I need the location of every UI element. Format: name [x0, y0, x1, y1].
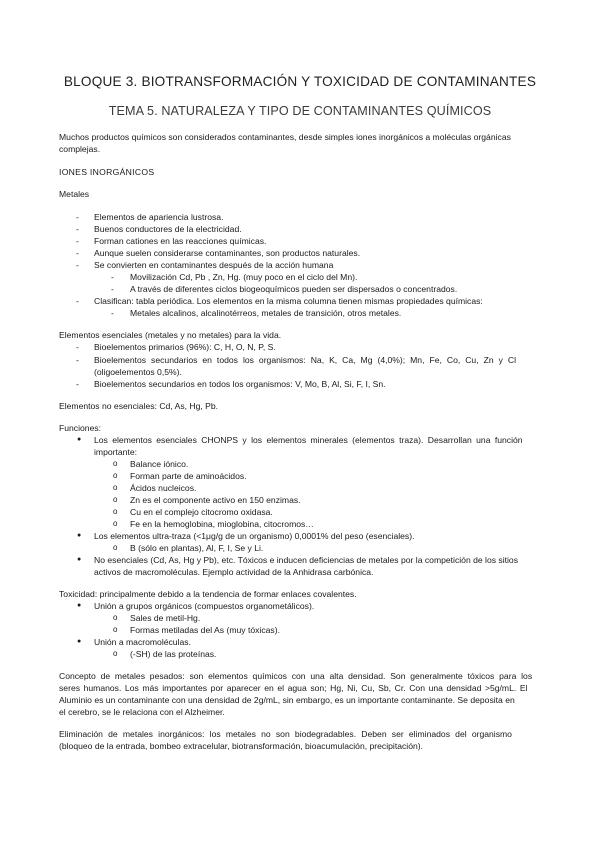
list-item: Elementos de apariencia lustrosa. [94, 212, 224, 222]
concepto-line-4: el cerebro, se le relaciona con el Alzheimer. [59, 707, 225, 717]
dash-marker: - [111, 272, 114, 282]
dash-marker: - [76, 212, 79, 222]
circle-marker: o [113, 495, 118, 504]
sub-list-item: Ácidos nucleicos. [130, 483, 197, 493]
list-item-continuation: importante: [94, 447, 137, 457]
list-item: Unión a grupos orgánicos (compuestos organometálicos). [94, 601, 315, 611]
intro-line-1: Muchos productos químicos son considerados contaminantes, desde simples iones inorgánicos a moléculas orgánicas [59, 132, 511, 142]
sub-list-item: Fe en la hemoglobina, mioglobina, citocromos… [130, 519, 314, 529]
dash-marker: - [76, 296, 79, 306]
list-item: Buenos conductores de la electricidad. [94, 224, 242, 234]
section-heading-iones: IONES INORGÁNICOS [59, 167, 155, 177]
bullet-marker: ● [77, 436, 82, 443]
dash-marker: - [76, 248, 79, 258]
sub-list-item: Metales alcalinos, alcalinotérreos, metales de transición, otros metales. [130, 308, 402, 318]
circle-marker: o [113, 625, 118, 634]
list-item: Los elementos esenciales CHONPS y los elementos minerales (elementos traza). Desarrollan una función [94, 435, 523, 445]
list-item: Clasifican: tabla periódica. Los elementos en la misma columna tienen mismas propiedades químicas: [94, 296, 483, 306]
circle-marker: o [113, 459, 118, 468]
dash-marker: - [76, 260, 79, 270]
heading-funciones: Funciones: [59, 423, 102, 433]
bullet-marker: ● [77, 638, 82, 645]
list-item: Bioelementos secundarios en todos los organismos: V, Mo, B, Al, Si, F, I, Sn. [94, 379, 386, 389]
circle-marker: o [113, 649, 118, 658]
sub-list-item: Sales de metil-Hg. [130, 613, 201, 623]
no-esenciales-line: Elementos no esenciales: Cd, As, Hg, Pb. [59, 401, 219, 411]
list-item: Forman cationes en las reacciones químicas. [94, 236, 267, 246]
concepto-line-3: Aluminio es un contaminante con una densidad de 2g/mL, sin embargo, es un importante contaminante. Se deposita en [59, 695, 515, 705]
circle-marker: o [113, 483, 118, 492]
list-item: No esenciales (Cd, As, Hg y Pb), etc. Tóxicos e inducen deficiencias de metales por la competición de los sitios [94, 555, 519, 565]
heading-metales: Metales [59, 189, 90, 199]
circle-marker: o [113, 613, 118, 622]
list-item: Bioelementos primarios (96%): C, H, O, N, P, S. [94, 342, 276, 352]
bullet-marker: ● [77, 602, 82, 609]
list-item-continuation: activos de macromoléculas. Ejemplo actividad de la Anhidrasa carbónica. [94, 567, 374, 577]
list-item: Bioelementos secundarios en todos los organismos: Na, K, Ca, Mg (4,0%); Mn, Fe, Co, Cu, Zn y Cl [94, 355, 517, 365]
eliminacion-line-2: (bloqueo de la entrada, bombeo extracelular, biotransformación, bioacumulación, precipitación). [59, 741, 424, 751]
dash-marker: - [76, 236, 79, 246]
eliminacion-line-1: Eliminación de metales inorgánicos: los metales no son biodegradables. Deben ser eliminados del organismo [59, 729, 512, 739]
circle-marker: o [113, 519, 118, 528]
list-item-continuation: (oligoelementos 0,5%). [94, 367, 182, 377]
dash-marker: - [76, 224, 79, 234]
list-item: Los elementos ultra-traza (<1μg/g de un organismo) 0,0001% del peso (esenciales). [94, 531, 415, 541]
sub-list-item: Balance iónico. [130, 459, 189, 469]
dash-marker: - [111, 284, 114, 294]
circle-marker: o [113, 543, 118, 552]
sub-list-item: A través de diferentes ciclos biogeoquímicos pueden ser dispersados o concentrados. [130, 284, 458, 294]
list-item: Se convierten en contaminantes después de la acción humana [94, 260, 334, 270]
sub-list-item: B (sólo en plantas), Al, F, I, Se y Li. [130, 543, 264, 553]
sub-list-item: Movilización Cd, Pb , Zn, Hg. (muy poco en el ciclo del Mn). [130, 272, 358, 282]
sub-list-item: Cu en el complejo citocromo oxidasa. [130, 507, 273, 517]
sub-list-item: Formas metiladas del As (muy tóxicas). [130, 625, 280, 635]
bullet-marker: ● [77, 532, 82, 539]
document-subtitle: TEMA 5. NATURALEZA Y TIPO DE CONTAMINANTES QUÍMICOS [108, 104, 492, 118]
dash-marker: - [76, 342, 79, 352]
intro-line-2: complejas. [59, 144, 101, 154]
bullet-marker: ● [77, 556, 82, 563]
document-title: BLOQUE 3. BIOTRANSFORMACIÓN Y TOXICIDAD DE CONTAMINANTES [63, 74, 537, 89]
concepto-line-2: seres humanos. Los más importantes por aparecer en el agua son; Hg, Ni, Cu, Sb, Cr. Con una densidad >5g/mL. El [59, 683, 528, 693]
sub-list-item: Zn es el componente activo en 150 enzimas. [130, 495, 301, 505]
heading-esenciales: Elementos esenciales (metales y no metales) para la vida. [59, 330, 282, 340]
sub-list-item: (-SH) de las proteínas. [130, 649, 217, 659]
sub-list-item: Forman parte de aminoácidos. [130, 471, 247, 481]
dash-marker: - [76, 379, 79, 389]
circle-marker: o [113, 471, 118, 480]
dash-marker: - [111, 308, 114, 318]
list-item: Unión a macromoléculas. [94, 637, 191, 647]
concepto-line-1: Concepto de metales pesados: son elementos químicos con una alta densidad. Son generalmente tóxicos para los [59, 671, 533, 681]
dash-marker: - [76, 355, 79, 365]
circle-marker: o [113, 507, 118, 516]
heading-toxicidad: Toxicidad: principalmente debido a la tendencia de formar enlaces covalentes. [59, 589, 357, 599]
list-item: Aunque suelen considerarse contaminantes, son productos naturales. [94, 248, 361, 258]
